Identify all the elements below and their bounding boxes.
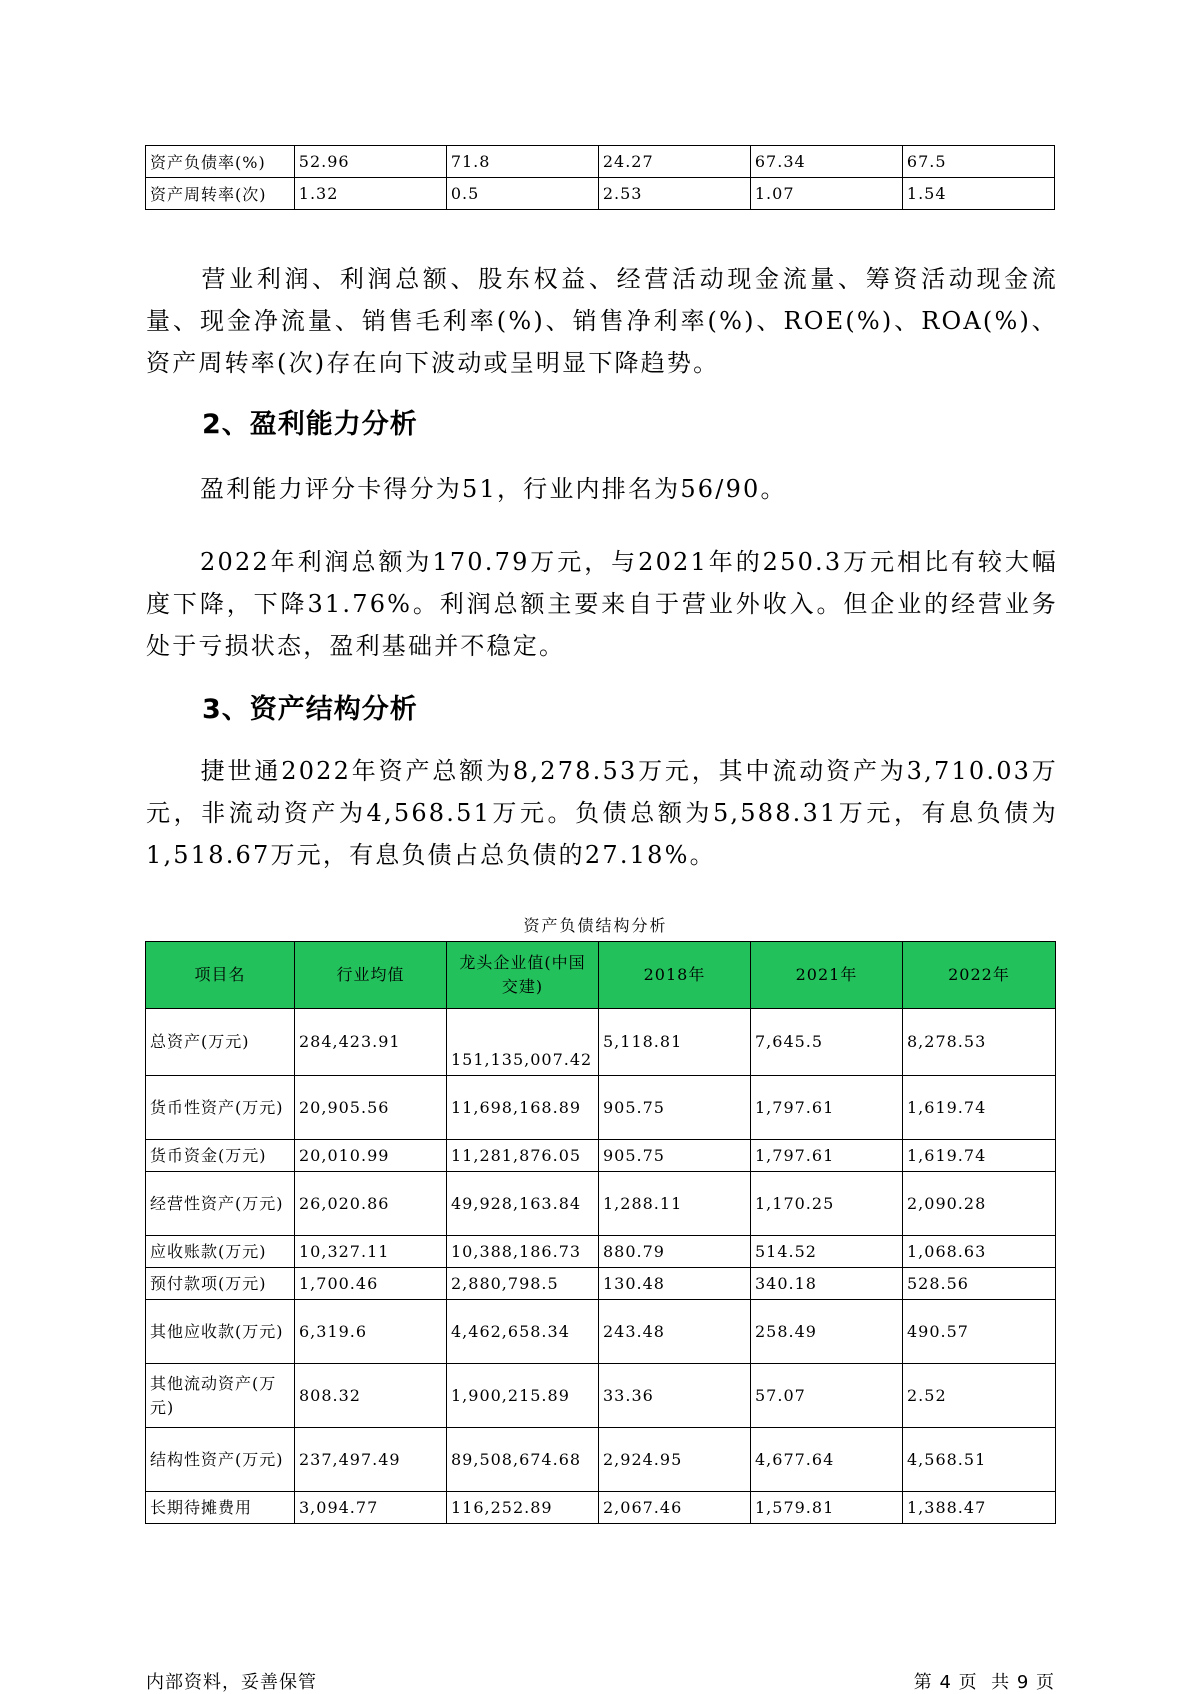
table-cell: 67.34 [750, 146, 902, 178]
profit-paragraph-text: 2022年利润总额为170.79万元，与2021年的250.3万元相比有较大幅度下降，下降31.76%。利润总额主要来自于营业外收入。但企业的经营业务处于亏损状态，盈利基础并不稳定。 [146, 548, 1058, 660]
table-cell: 1,900,215.89 [447, 1364, 599, 1428]
table-cell: 340.18 [751, 1268, 903, 1300]
table-cell: 20,905.56 [295, 1076, 447, 1140]
table-cell: 1,579.81 [751, 1492, 903, 1524]
table-cell: 808.32 [295, 1364, 447, 1428]
table-cell: 49,928,163.84 [447, 1172, 599, 1236]
table-cell: 11,281,876.05 [447, 1140, 599, 1172]
score-paragraph [146, 468, 1058, 510]
footer-page-number: 第 4 页 共 9 页 [913, 1672, 1055, 1693]
table-cell: 1,619.74 [903, 1076, 1056, 1140]
table-cell: 5,118.81 [599, 1009, 751, 1076]
table-cell: 3,094.77 [295, 1492, 447, 1524]
table-cell: 2.52 [903, 1364, 1056, 1428]
table-cell: 1.07 [750, 178, 902, 210]
table-cell: 284,423.91 [295, 1009, 447, 1076]
column-header: 2021年 [751, 942, 903, 1009]
table-cell: 2,880,798.5 [447, 1268, 599, 1300]
column-header: 行业均值 [295, 942, 447, 1009]
column-header: 2022年 [903, 942, 1056, 1009]
footer-confidential-note: 内部资料，妥善保管 [146, 1672, 317, 1693]
row-label: 经营性资产(万元) [146, 1172, 295, 1236]
table-cell: 20,010.99 [295, 1140, 447, 1172]
table-cell: 528.56 [903, 1268, 1056, 1300]
table-cell: 1,700.46 [295, 1268, 447, 1300]
table-cell: 6,319.6 [295, 1300, 447, 1364]
table-header-row [146, 942, 1056, 1009]
asset-paragraph [146, 750, 1058, 876]
table-cell: 1.54 [902, 178, 1054, 210]
row-label: 长期待摊费用 [146, 1492, 295, 1524]
table-row [146, 1300, 1056, 1364]
ratio-table [145, 145, 1055, 210]
table-cell: 1,388.47 [903, 1492, 1056, 1524]
trend-paragraph [146, 258, 1058, 384]
table-row [146, 146, 1055, 178]
score-paragraph-text: 盈利能力评分卡得分为51，行业内排名为56/90。 [200, 475, 787, 503]
table-cell: 4,677.64 [751, 1428, 903, 1492]
table-cell: 1,797.61 [751, 1140, 903, 1172]
table-cell: 33.36 [599, 1364, 751, 1428]
table-cell: 4,568.51 [903, 1428, 1056, 1492]
section-heading-profitability: 2、盈利能力分析 [202, 409, 418, 440]
table-cell: 905.75 [599, 1076, 751, 1140]
table-row [146, 1172, 1056, 1236]
table-row [146, 1236, 1056, 1268]
table-caption: 资产负债结构分析 [523, 916, 668, 935]
table-cell: 237,497.49 [295, 1428, 447, 1492]
table-row [146, 1268, 1056, 1300]
table-cell: 52.96 [294, 146, 446, 178]
table-cell: 1,068.63 [903, 1236, 1056, 1268]
table-cell: 71.8 [446, 146, 598, 178]
table-cell: 490.57 [903, 1300, 1056, 1364]
row-label: 总资产(万元) [146, 1009, 295, 1076]
table-cell: 8,278.53 [903, 1009, 1056, 1076]
column-header: 项目名 [146, 942, 295, 1009]
table-cell: 67.5 [902, 146, 1054, 178]
table-row [146, 1076, 1056, 1140]
table-cell: 89,508,674.68 [447, 1428, 599, 1492]
row-label: 结构性资产(万元) [146, 1428, 295, 1492]
asset-structure-table [145, 941, 1056, 1524]
table-cell: 2,924.95 [599, 1428, 751, 1492]
table-row [146, 1009, 1056, 1076]
table-row [146, 178, 1055, 210]
table-cell: 4,462,658.34 [447, 1300, 599, 1364]
profit-paragraph [146, 541, 1058, 667]
table-cell: 1,170.25 [751, 1172, 903, 1236]
table-cell: 151,135,007.42 [447, 1009, 599, 1076]
row-label: 预付款项(万元) [146, 1268, 295, 1300]
table-row [146, 1492, 1056, 1524]
row-label: 资产周转率(次) [146, 178, 295, 210]
table-cell: 10,388,186.73 [447, 1236, 599, 1268]
table-cell: 258.49 [751, 1300, 903, 1364]
table-cell: 0.5 [446, 178, 598, 210]
section-heading-asset-structure: 3、资产结构分析 [202, 694, 418, 725]
row-label: 货币资金(万元) [146, 1140, 295, 1172]
table-cell: 116,252.89 [447, 1492, 599, 1524]
table-cell: 7,645.5 [751, 1009, 903, 1076]
table-cell: 10,327.11 [295, 1236, 447, 1268]
asset-paragraph-text: 捷世通2022年资产总额为8,278.53万元，其中流动资产为3,710.03万元，非流动资产为4,568.51万元。负债总额为5,588.31万元，有息负债为1,518.67万元，有息负债占总负债的27.18%。 [146, 757, 1058, 869]
table-cell: 514.52 [751, 1236, 903, 1268]
table-cell: 130.48 [599, 1268, 751, 1300]
row-label: 货币性资产(万元) [146, 1076, 295, 1140]
table-cell: 1,288.11 [599, 1172, 751, 1236]
table-row [146, 1140, 1056, 1172]
table-cell: 1,619.74 [903, 1140, 1056, 1172]
row-label: 应收账款(万元) [146, 1236, 295, 1268]
table-cell: 1.32 [294, 178, 446, 210]
row-label: 其他应收款(万元) [146, 1300, 295, 1364]
table-cell: 905.75 [599, 1140, 751, 1172]
row-label: 资产负债率(%) [146, 146, 295, 178]
table-cell: 57.07 [751, 1364, 903, 1428]
trend-paragraph-text: 营业利润、利润总额、股东权益、经营活动现金流量、筹资活动现金流量、现金净流量、销售毛利率(%)、销售净利率(%)、ROE(%)、ROA(%)、资产周转率(次)存在向下波动或呈明显下降趋势。 [146, 265, 1058, 377]
table-cell: 880.79 [599, 1236, 751, 1268]
table-cell: 2.53 [598, 178, 750, 210]
table-cell: 2,067.46 [599, 1492, 751, 1524]
table-cell: 2,090.28 [903, 1172, 1056, 1236]
table-cell: 26,020.86 [295, 1172, 447, 1236]
column-header: 2018年 [599, 942, 751, 1009]
table-row [146, 1428, 1056, 1492]
table-cell: 1,797.61 [751, 1076, 903, 1140]
table-cell: 24.27 [598, 146, 750, 178]
column-header: 龙头企业值(中国交建) [447, 942, 599, 1009]
row-label: 其他流动资产(万元) [146, 1364, 295, 1428]
table-cell: 243.48 [599, 1300, 751, 1364]
table-cell: 11,698,168.89 [447, 1076, 599, 1140]
table-row [146, 1364, 1056, 1428]
